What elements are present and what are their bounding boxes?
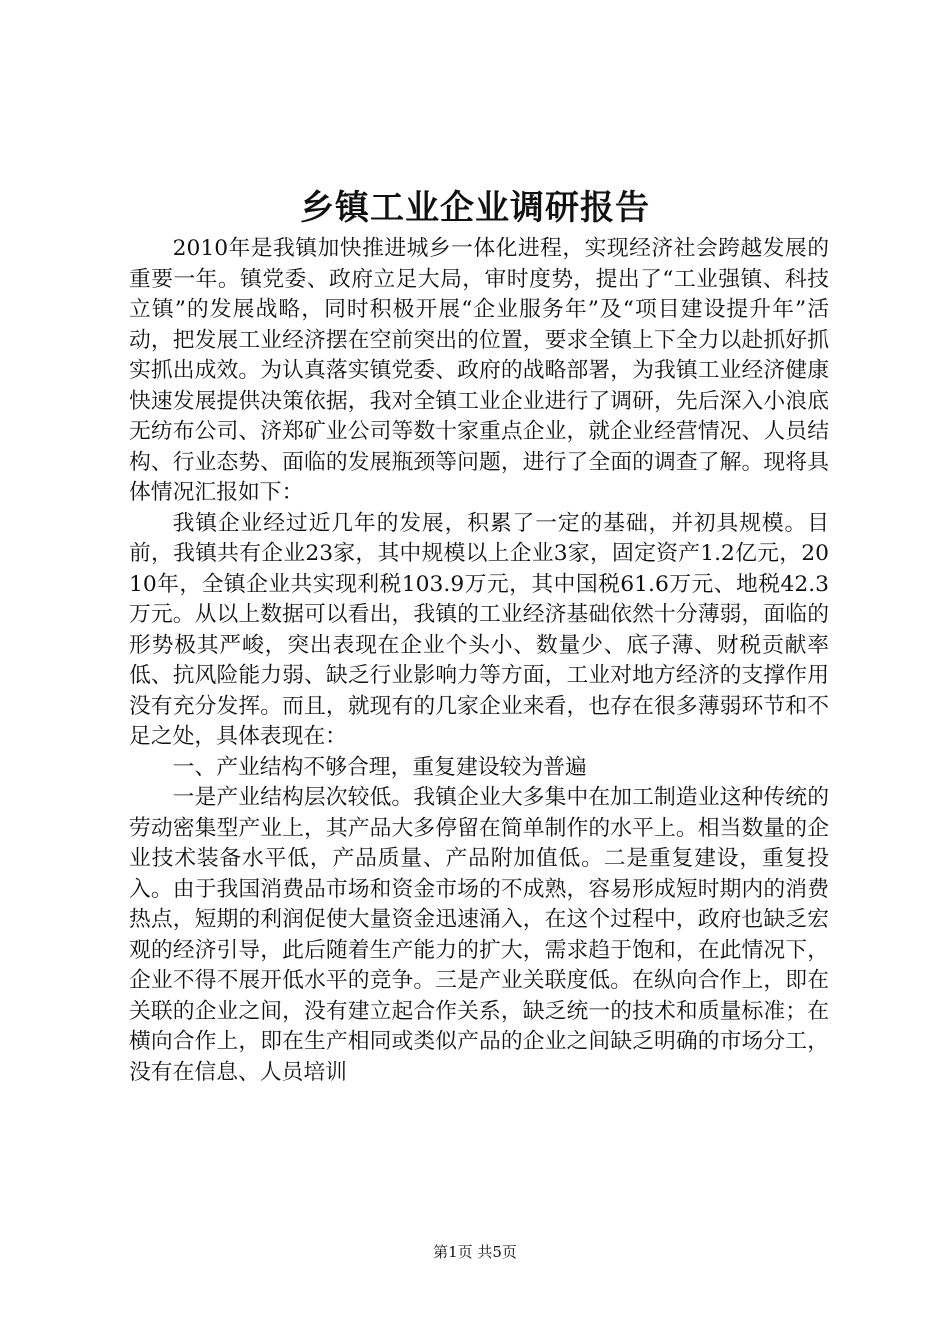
paragraph-intro: 2010年是我镇加快推进城乡一体化进程，实现经济社会跨越发展的重要一年。镇党委、政府立足大局，审时度势，提出了“工业强镇、科技立镇”的发展战略，同时积极开展“企业服务年”及“项目建设提升年”活动，把发展工业经济摆在空前突出的位置，要求全镇上下全力以赴抓好抓实抓出成效。为认真落实镇党委、政府的战略部署，为我镇工业经济健康快速发展提供决策依据，我对全镇工业企业进行了调研，先后深入小浪底无纺布公司、济郑矿业公司等数十家重点企业，就企业经营情况、人员结构、行业态势、面临的发展瓶颈等问题，进行了全面的调查了解。现将具体情况汇报如下： — [129, 236, 829, 505]
section-heading: 一、产业结构不够合理，重复建设较为普遍 — [172, 754, 587, 780]
paragraph-structure: 一是产业结构层次较低。我镇企业大多集中在加工制造业这种传统的劳动密集型产业上，其产品大多停留在简单制作的水平上。相当数量的企业技术装备水平低，产品质量、产品附加值低。二是重复建设，重复投入。由于我国消费品市场和资金市场的不成熟，容易形成短时期内的消费热点，短期的利润促使大量资金迅速涌入，在这个过程中，政府也缺乏宏观的经济引导，此后随着生产能力的扩大，需求趋于饱和，在此情况下，企业不得不展开低水平的竞争。三是产业关联度低。在纵向合作上，即在关联的企业之间，没有建立起合作关系，缺乏统一的技术和质量标准；在横向合作上，即在生产相同或类似产品的企业之间缺乏明确的市场分工，没有在信息、人员培训 — [129, 785, 829, 1085]
document-title: 乡镇工业企业调研报告 — [300, 188, 650, 228]
page-footer: 第1页 共5页 — [433, 1243, 517, 1261]
paragraph-overview: 我镇企业经过近几年的发展，积累了一定的基础，并初具规模。目前，我镇共有企业23家，其中规模以上企业3家，固定资产1.2亿元，2010年，全镇企业共实现利税103.9万元，其中国税61.6万元、地税42.3万元。从以上数据可以看出，我镇的工业经济基础依然十分薄弱，面临的形势极其严峻，突出表现在企业个头小、数量少、底子薄、财税贡献率低、抗风险能力弱、缺乏行业影响力等方面，工业对地方经济的支撑作用没有充分发挥。而且，就现有的几家企业来看，也存在很多薄弱环节和不足之处，具体表现在： — [129, 510, 829, 749]
document-body — [129, 234, 829, 1088]
